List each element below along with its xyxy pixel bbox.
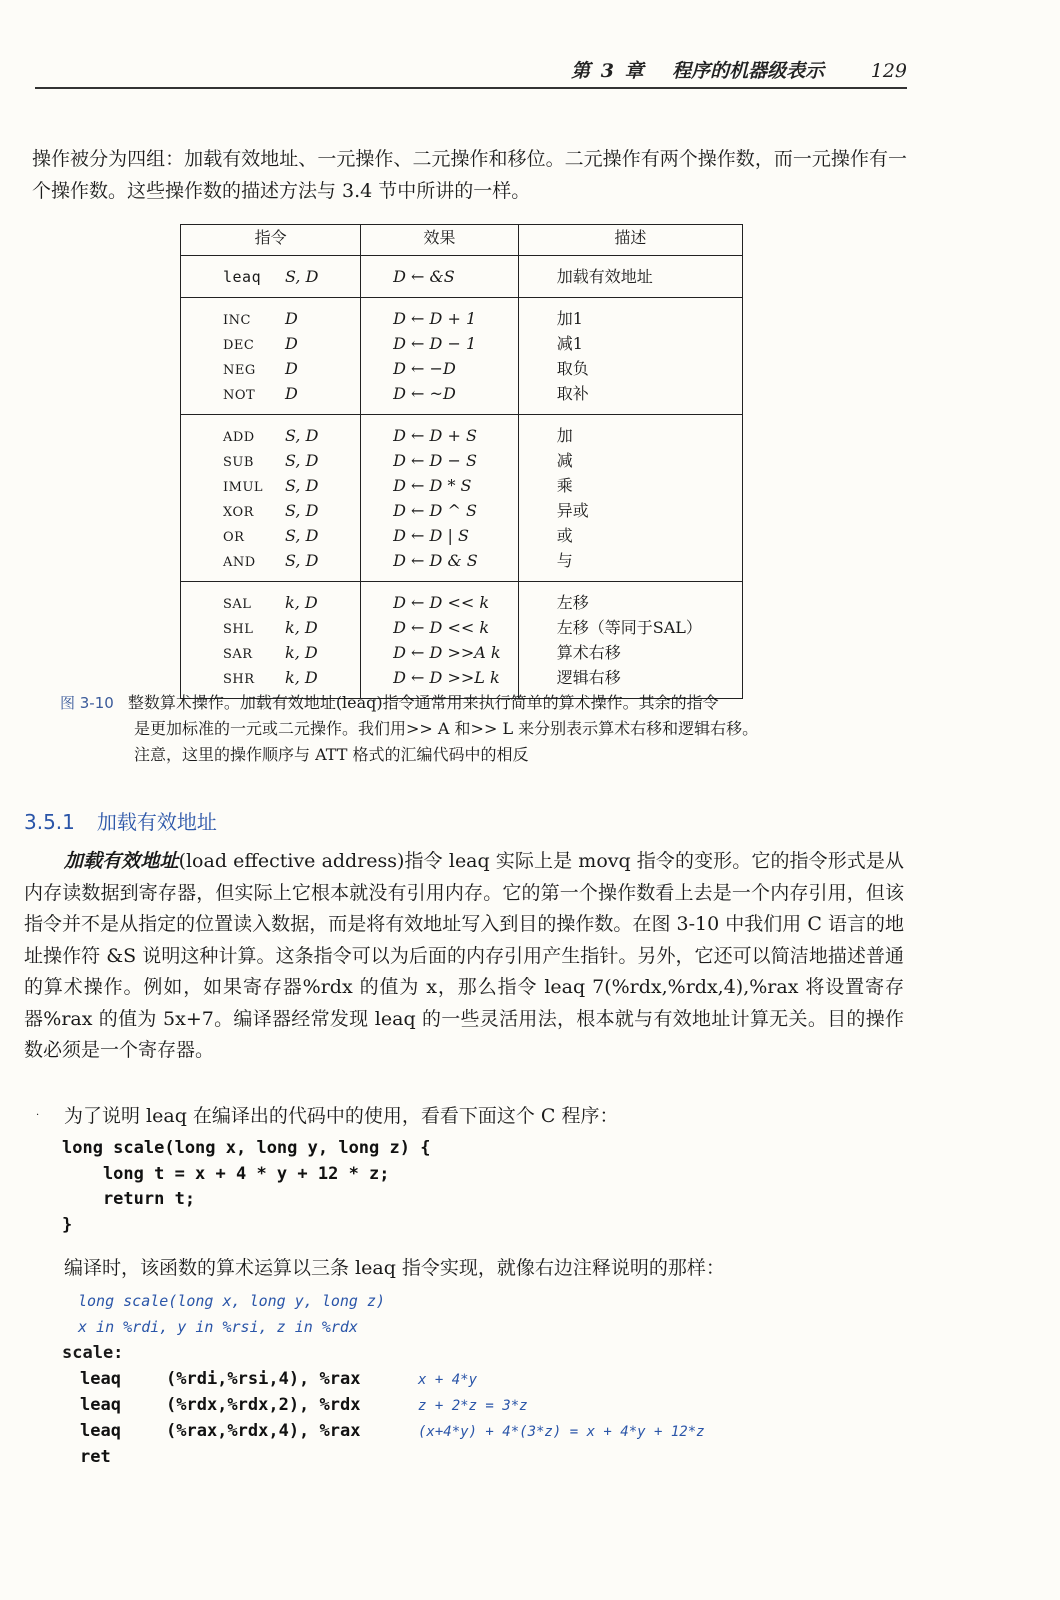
- effect-text: D ← D − S: [393, 451, 477, 470]
- instruction-mnemonic: ADD: [223, 430, 255, 445]
- instruction-mnemonic: SAL: [223, 597, 252, 612]
- instruction-mnemonic: IMUL: [223, 480, 264, 495]
- instruction-mnemonic: NOT: [223, 388, 256, 403]
- table-group-row: [181, 256, 743, 298]
- instruction-operands: S, D: [285, 267, 319, 286]
- effect-cell: [361, 582, 519, 699]
- description-text: 加载有效地址: [556, 267, 653, 286]
- instruction-operands: S, D: [285, 501, 319, 520]
- description-cell: [518, 582, 742, 699]
- effect-text: D ← −D: [393, 359, 456, 378]
- instruction-line: [181, 548, 360, 573]
- description-line: [519, 523, 742, 548]
- instruction-line: [181, 264, 360, 289]
- body-paragraph: [24, 846, 904, 1067]
- instruction-operands: D: [285, 359, 298, 378]
- effect-text: D ← D << k: [393, 618, 490, 637]
- description-line: [519, 615, 742, 640]
- description-text: 逻辑右移: [556, 668, 621, 687]
- asm-instruction-line: [62, 1444, 882, 1470]
- effect-text: D ← D >>A k: [393, 643, 501, 662]
- instruction-cell: [181, 256, 361, 298]
- asm-instruction-line: [62, 1418, 882, 1444]
- description-text: 算术右移: [556, 643, 621, 662]
- description-line: [519, 356, 742, 381]
- description-line: [519, 473, 742, 498]
- asm-comment-registers: x in %rdi, y in %rsi, z in %rdx: [78, 1318, 358, 1336]
- description-cell: [518, 256, 742, 298]
- instruction-line: [181, 473, 360, 498]
- effect-cell: [361, 256, 519, 298]
- description-line: [519, 264, 742, 289]
- caption-text-1: 整数算术操作。加载有效地址(leaq)指令通常用来执行简单的算术操作。其余的指令: [127, 693, 719, 712]
- asm-operands: (%rax,%rdx,4), %rax: [166, 1421, 361, 1441]
- table-header-effect: 效果: [361, 225, 519, 256]
- body-paragraph-text: (load effective address)指令 leaq 实际上是 movq 指令的变形。它的指令形式是从内存读数据到寄存器，但实际上它根本就没有引用内存。它的第一个操作数看上去是一个内存引用，但该指令并不是从指定的位置读入数据，而是将有效地址写入到目的操作数。在图 3-10 中我们用 C 语言的地址操作符 &S 说明这种计算。这条指令可以为后面的内存引用产生指针。另外，它还可以简洁地描述普通的算术操作。例如，如果寄存器%rdx 的值为 x，那么指令 leaq 7(%rdx,%rdx,4),%rax 将设置寄存器%rax 的值为 5x+7。编译器经常发现 leaq 的一些灵活用法，根本就与有效地址计算无关。目的操作数必须是一个寄存器。: [24, 850, 904, 1061]
- instruction-mnemonic: NEG: [223, 363, 256, 378]
- description-line: [519, 306, 742, 331]
- table-header-description: 描述: [518, 225, 742, 256]
- description-line: [519, 331, 742, 356]
- description-text: 左移（等同于SAL）: [556, 618, 702, 637]
- effect-line: [361, 381, 518, 406]
- effect-line: [361, 423, 518, 448]
- instruction-line: [181, 448, 360, 473]
- description-line: [519, 423, 742, 448]
- instruction-mnemonic: SAR: [223, 647, 253, 662]
- description-line: [519, 548, 742, 573]
- instruction-operands: S, D: [285, 426, 319, 445]
- caption-line: [60, 690, 880, 716]
- table-body: [181, 256, 743, 699]
- description-line: [519, 590, 742, 615]
- instruction-operands: D: [285, 309, 298, 328]
- asm-comment: x + 4*y: [418, 1372, 478, 1388]
- effect-cell: [361, 415, 519, 582]
- instruction-mnemonic: AND: [223, 555, 256, 570]
- instruction-operands: k, D: [285, 668, 318, 687]
- effect-text: D ← D + S: [393, 426, 477, 445]
- instruction-line: [181, 590, 360, 615]
- description-text: 左移: [556, 593, 589, 612]
- figure-caption: [60, 690, 880, 768]
- effect-line: [361, 264, 518, 289]
- chapter-label: 第 3 章: [571, 60, 646, 82]
- asm-mnemonic: leaq: [80, 1421, 121, 1441]
- effect-cell: [361, 298, 519, 415]
- description-line: [519, 448, 742, 473]
- description-line: [519, 381, 742, 406]
- asm-operands: (%rdi,%rsi,4), %rax: [166, 1369, 361, 1389]
- asm-instruction-line: [62, 1392, 882, 1418]
- instruction-mnemonic: DEC: [223, 338, 255, 353]
- effect-text: D ← &S: [393, 267, 455, 286]
- effect-line: [361, 548, 518, 573]
- asm-instruction-line: [62, 1366, 882, 1392]
- asm-comment: (x+4*y) + 4*(3*z) = x + 4*y + 12*z: [418, 1424, 705, 1440]
- figure-label: 图 3-10: [60, 694, 114, 712]
- instruction-cell: [181, 582, 361, 699]
- instruction-operands: D: [285, 334, 298, 353]
- arithmetic-operations-table: [180, 224, 743, 699]
- effect-line: [361, 615, 518, 640]
- instruction-line: [181, 665, 360, 690]
- description-text: 乘: [556, 476, 573, 495]
- section-title: 加载有效地址: [96, 810, 217, 834]
- instruction-operands: S, D: [285, 451, 319, 470]
- running-head: [35, 56, 907, 83]
- effect-line: [361, 448, 518, 473]
- instruction-mnemonic: SHL: [223, 622, 254, 637]
- effect-line: [361, 523, 518, 548]
- description-text: 或: [556, 526, 573, 545]
- asm-mnemonic: leaq: [80, 1369, 121, 1389]
- instruction-line: [181, 356, 360, 381]
- description-line: [519, 665, 742, 690]
- instruction-mnemonic: leaq: [223, 268, 262, 286]
- asm-comment: z + 2*z = 3*z: [418, 1398, 528, 1414]
- table-group-row: [181, 298, 743, 415]
- description-text: 减: [556, 451, 573, 470]
- effect-text: D ← D | S: [393, 526, 469, 545]
- description-cell: [518, 298, 742, 415]
- section-number: 3.5.1: [24, 810, 75, 834]
- asm-label: scale:: [62, 1343, 124, 1363]
- instruction-mnemonic: XOR: [223, 505, 254, 520]
- instruction-mnemonic: SHR: [223, 672, 255, 687]
- effect-text: D ← D − 1: [393, 334, 477, 353]
- instruction-line: [181, 640, 360, 665]
- description-line: [519, 498, 742, 523]
- instruction-line: [181, 615, 360, 640]
- description-line: [519, 640, 742, 665]
- instruction-operands: S, D: [285, 476, 319, 495]
- effect-text: D ← D ^ S: [393, 501, 477, 520]
- table-header-instruction: 指令: [181, 225, 361, 256]
- effect-text: D ← D + 1: [393, 309, 477, 328]
- chapter-title: 程序的机器级表示: [672, 60, 825, 82]
- instruction-mnemonic: INC: [223, 313, 251, 328]
- instruction-line: [181, 498, 360, 523]
- instruction-operands: k, D: [285, 593, 318, 612]
- description-text: 减1: [556, 334, 583, 353]
- header-rule: [35, 87, 907, 89]
- asm-comment-signature: long scale(long x, long y, long z): [78, 1292, 386, 1310]
- instruction-line: [181, 306, 360, 331]
- margin-dot: ·: [36, 1110, 40, 1121]
- effect-line: [361, 665, 518, 690]
- asm-mnemonic: ret: [80, 1447, 111, 1467]
- description-cell: [518, 415, 742, 582]
- assembly-listing: [62, 1288, 882, 1470]
- instruction-cell: [181, 415, 361, 582]
- effect-line: [361, 590, 518, 615]
- compile-paragraph: 编译时，该函数的算术运算以三条 leaq 指令实现，就像右边注释说明的那样：: [64, 1257, 725, 1279]
- caption-text-2: 是更加标准的一元或二元操作。我们用>> A 和>> L 来分别表示算术右移和逻辑右移。: [134, 719, 759, 738]
- effect-line: [361, 331, 518, 356]
- instruction-operands: k, D: [285, 618, 318, 637]
- instruction-line: [181, 423, 360, 448]
- instruction-mnemonic: SUB: [223, 455, 254, 470]
- section-heading: [24, 806, 217, 835]
- description-text: 加1: [556, 309, 583, 328]
- instruction-operands: S, D: [285, 526, 319, 545]
- intro-paragraph: 操作被分为四组：加载有效地址、一元操作、二元操作和移位。二元操作有两个操作数，而一元操作有一个操作数。这些操作数的描述方法与 3.4 节中所讲的一样。: [32, 148, 907, 202]
- effect-text: D ← D * S: [393, 476, 472, 495]
- instruction-cell: [181, 298, 361, 415]
- instruction-line: [181, 523, 360, 548]
- effect-text: D ← D & S: [393, 551, 478, 570]
- effect-line: [361, 640, 518, 665]
- effect-line: [361, 306, 518, 331]
- description-text: 与: [556, 551, 573, 570]
- caption-text-3: 注意，这里的操作顺序与 ATT 格式的汇编代码中的相反: [134, 745, 529, 764]
- effect-text: D ← D >>L k: [393, 668, 500, 687]
- effect-text: D ← ~D: [393, 384, 456, 403]
- asm-lines: [62, 1366, 882, 1470]
- table-group-row: [181, 582, 743, 699]
- instruction-operands: D: [285, 384, 298, 403]
- description-text: 加: [556, 426, 573, 445]
- instruction-mnemonic: OR: [223, 530, 245, 545]
- effect-line: [361, 473, 518, 498]
- lead-paragraph: 为了说明 leaq 在编译出的代码中的使用，看看下面这个 C 程序：: [64, 1105, 619, 1127]
- effect-line: [361, 498, 518, 523]
- asm-mnemonic: leaq: [80, 1395, 121, 1415]
- description-text: 取补: [556, 384, 589, 403]
- instruction-line: [181, 331, 360, 356]
- defined-term: 加载有效地址: [64, 850, 179, 872]
- effect-line: [361, 356, 518, 381]
- description-text: 取负: [556, 359, 589, 378]
- instruction-line: [181, 381, 360, 406]
- table-group-row: [181, 415, 743, 582]
- asm-operands: (%rdx,%rdx,2), %rdx: [166, 1395, 361, 1415]
- description-text: 异或: [556, 501, 589, 520]
- instruction-operands: S, D: [285, 551, 319, 570]
- page-number: 129: [870, 60, 907, 82]
- c-code-listing: long scale(long x, long y, long z) { long t = x + 4 * y + 12 * z; return t; }: [62, 1138, 431, 1235]
- effect-text: D ← D << k: [393, 593, 490, 612]
- instruction-operands: k, D: [285, 643, 318, 662]
